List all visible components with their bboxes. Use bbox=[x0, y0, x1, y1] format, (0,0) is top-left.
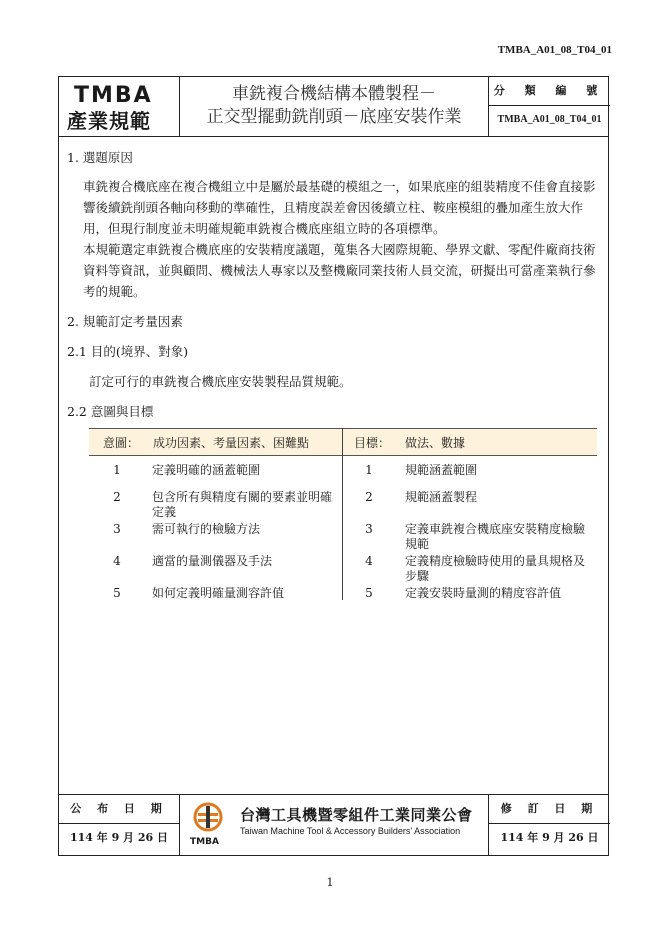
right-text: 規範涵蓋製程 bbox=[405, 490, 478, 504]
table-body bbox=[89, 456, 597, 601]
publish-date-cell bbox=[59, 795, 180, 855]
right-num: 2 bbox=[365, 490, 373, 504]
section-2-2-title: 2.2 意圖與目標 bbox=[67, 404, 154, 419]
section-1-body bbox=[83, 176, 603, 302]
class-number-label: 分 類 編 號 bbox=[489, 77, 610, 106]
header-title-cell bbox=[180, 77, 489, 136]
right-text: 規範涵蓋範圍 bbox=[405, 463, 478, 477]
right-text: 定義安裝時量測的精度容許值 bbox=[405, 586, 562, 600]
right-text: 定義精度檢驗時使用的量具規格及步驟 bbox=[405, 554, 586, 583]
table-header bbox=[89, 428, 597, 456]
section-2-title: 2. 規範訂定考量因素 bbox=[67, 314, 183, 329]
revise-date-cell bbox=[489, 795, 610, 855]
section-2-1-title: 2.1 目的(境界、對象) bbox=[67, 344, 189, 359]
association-name-en: Taiwan Machine Tool & Accessory Builders' Association bbox=[240, 826, 461, 836]
right-head-text: 做法、數據 bbox=[405, 436, 466, 450]
section-1-paragraph-1: 車銑複合機底座在複合機組立中是屬於最基礎的模組之一，如果底座的組裝精度不佳會直接影響後續銑削頭各軸向移動的準確性，且精度誤差會因後續立柱、鞍座模組的疊加產生放大作用，但現行制度並未明確規範車銑複合機底座組立時的各項標準。 bbox=[83, 179, 596, 236]
left-head-text: 成功因素、考量因素、困難點 bbox=[153, 436, 310, 450]
page-number: 1 bbox=[326, 876, 334, 889]
left-text: 如何定義明確量測容許值 bbox=[152, 586, 285, 600]
doc-title-line2: 正交型擺動銑削頭－底座安裝作業 bbox=[206, 107, 462, 127]
publish-date-label: 公 布 日 期 bbox=[59, 795, 179, 824]
left-text: 包含所有與精度有關的要素並明確定義 bbox=[152, 490, 333, 519]
header bbox=[59, 77, 608, 137]
logo-subtitle: 產業規範 bbox=[67, 109, 151, 133]
right-head-label: 目標： bbox=[354, 436, 391, 450]
section-2-1-text: 訂定可行的車銑複合機底座安裝製程品質規範。 bbox=[89, 374, 352, 389]
revise-date-label: 修 訂 日 期 bbox=[489, 795, 610, 824]
left-text: 需可執行的檢驗方法 bbox=[152, 522, 261, 536]
left-num: 4 bbox=[113, 554, 121, 568]
left-text: 定義明確的涵蓋範圍 bbox=[152, 463, 261, 477]
left-num: 2 bbox=[113, 490, 121, 504]
document-frame bbox=[58, 76, 609, 856]
association-name-zh: 台灣工具機暨零組件工業同業公會 bbox=[240, 806, 473, 824]
doc-title-line1: 車銑複合機結構本體製程－ bbox=[232, 84, 436, 104]
header-code-cell bbox=[489, 77, 610, 136]
footer bbox=[59, 794, 608, 855]
section-1-paragraph-2: 本規範選定車銑複合機底座的安裝精度議題，蒐集各大國際規範、學界文獻、零配件廠商技術資料等資訊，並與顧問、機械法人專家以及整機廠同業技術人員交流，研擬出可當產業執行參考的規範。 bbox=[83, 242, 596, 299]
intent-goal-table bbox=[89, 428, 597, 601]
revise-date-value: 114 年 9 月 26 日 bbox=[500, 831, 599, 844]
left-num: 5 bbox=[113, 586, 121, 600]
tmba-logo-text: TMBA bbox=[74, 83, 153, 108]
header-logo-cell bbox=[59, 77, 180, 136]
left-num: 3 bbox=[113, 522, 121, 536]
association-logo-text: TMBA bbox=[190, 837, 219, 847]
doc-code-top: TMBA_A01_08_T04_01 bbox=[497, 44, 612, 56]
right-text: 定義車銑複合機底座安裝精度檢驗規範 bbox=[405, 522, 586, 551]
publish-date-value: 114 年 9 月 26 日 bbox=[69, 831, 169, 844]
left-num: 1 bbox=[113, 463, 121, 477]
right-num: 4 bbox=[365, 554, 373, 568]
section-1-title: 1. 選題原因 bbox=[67, 150, 133, 165]
association-cell bbox=[180, 795, 489, 855]
left-text: 適當的量測儀器及手法 bbox=[152, 554, 273, 568]
left-head-label: 意圖： bbox=[103, 436, 140, 450]
class-number-value: TMBA_A01_08_T04_01 bbox=[497, 114, 602, 125]
right-num: 3 bbox=[365, 522, 373, 536]
right-num: 1 bbox=[365, 463, 373, 477]
right-num: 5 bbox=[365, 586, 373, 600]
